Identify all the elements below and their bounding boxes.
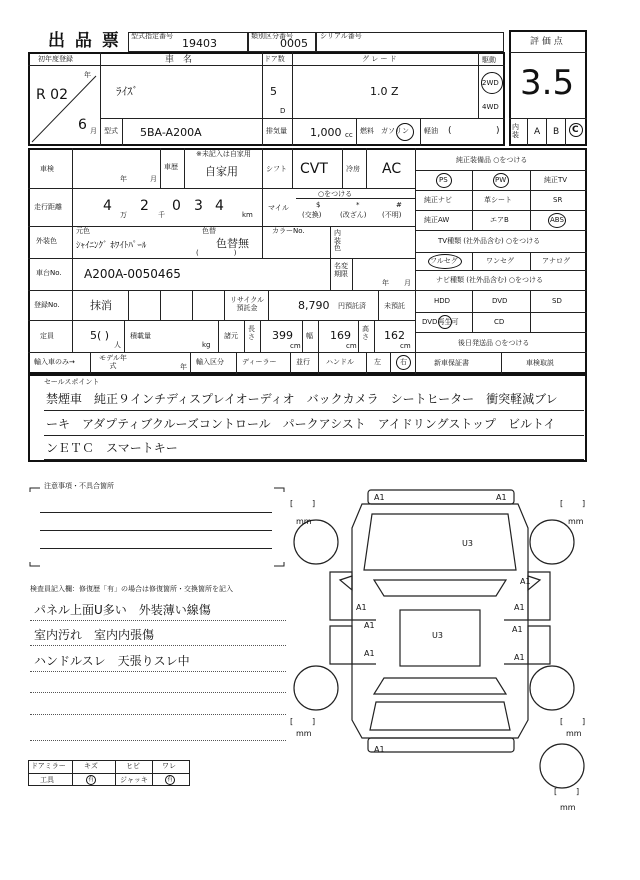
import-label: 輸入車のみ→ [34,358,75,366]
capacity-label: 定員 [40,332,54,340]
height-cm: cm [400,342,411,350]
interior-color-label: 内装色 [334,229,341,253]
tv-analog: アナログ [542,257,570,265]
tv-fullseg: フルセグ [430,257,458,265]
car-name-label: 車 名 [165,55,193,65]
model-designation-label: 型式指定番号 [131,32,173,40]
diagram-label-10: A1 [364,649,375,658]
equipment-title: 純正装備品 ○をつける [456,156,528,164]
import-class-label: 輸入区分 [196,358,224,366]
unknown-label: (不明) [382,211,402,219]
equip-tv: 純正TV [544,176,568,184]
history-value: 自家用 [205,165,238,178]
inspection-year-unit: 年 [120,175,127,183]
altered-label: (改ざん) [340,211,367,219]
kg-unit: kg [202,341,211,349]
mm-front-left: mm [296,517,312,526]
length-cm: cm [290,342,301,350]
model-year-label: モデル年式 [99,354,127,370]
nav-cd: CD [494,318,505,326]
tools-header-scratch: キズ [84,762,98,770]
dealer-option: ディーラー [242,358,277,366]
interior-label: 内装 [512,123,519,139]
interior-grade-c: C [572,125,579,135]
width-value: 169 [330,329,351,342]
equip-navi: 純正ナビ [424,196,452,204]
svg-text:[: [ [554,787,558,796]
history-label: 車歴 [164,163,178,171]
first-registration-year: R 02 [36,87,68,103]
note-line-1: パネル上面U多い 外装薄い線傷 [34,603,211,617]
inspection-label: 車検 [40,165,54,173]
recycle-value: 8,790 [298,299,330,312]
mileage-label: 走行距離 [34,203,62,211]
grade-label: グ レ ー ド [362,55,397,63]
equip-airbag: エアB [490,216,509,224]
name-change-label: 名変期限 [334,262,348,279]
nav-hdd: HDD [434,297,451,305]
handle-left: 左 [374,358,381,366]
repaint-value: 色替無 [216,237,249,250]
interior-grade-b: B [553,127,560,137]
mileage-digit-4: 3 [194,198,203,214]
shift-value: CVT [300,161,328,177]
person-unit: 人 [114,341,121,349]
chassis-value: A200A-0050465 [84,267,181,281]
diesel-label: 軽油 [424,127,438,135]
car-damage-diagram [290,480,610,820]
not-deposited-label: 未預託 [384,302,405,310]
svg-text:]: ] [582,717,586,726]
fuel-label: 燃料 [360,127,374,135]
sales-line-2: ーキ アダプティブクルーズコントロール パークアシスト アイドリングストップ ビルトイ [46,417,556,431]
category-value: 0005 [280,37,308,50]
mm-rear-left: mm [296,729,312,738]
diesel-bracket-open: ( [448,126,452,136]
fuel-gasoline: ガソリン [381,127,409,135]
inspector-label: 検査員記入欄：修復歴「有」の場合は修復箇所・交換箇所を記入 [30,585,233,593]
equip-sr: SR [553,196,563,204]
unknown-mark: # [396,201,402,209]
rating-value: 3.5 [520,63,575,103]
name-change-year-unit: 年 [382,279,389,287]
width-cm: cm [346,342,357,350]
cc-unit: cc [345,131,353,139]
tv-oneseg: ワンセグ [486,257,514,265]
serial-label: シリアル番号 [320,32,362,40]
type-label: 型式 [104,127,118,135]
recycle-unit: 円預託済 [338,302,366,310]
mm-spare: mm [560,803,576,812]
sales-line-3: ンＥＴＣ スマートキー [46,441,178,455]
shift-label: シフト [266,165,287,173]
notes-bracket [26,484,288,570]
grade-value: 1.0 Z [370,85,399,98]
recycle-label: リサイクル預託金 [229,296,265,313]
registration-number-value: 抹消 [90,299,112,312]
diagram-label-3: U3 [462,539,473,548]
height-value: 162 [384,329,405,342]
first-registration-month: 6 [78,117,87,133]
original-color-value: ｼｬｲﾆﾝｸﾞ ﾎﾜｲﾄﾊﾟｰﾙ [76,241,147,251]
diagram-label-2: A1 [496,493,507,502]
repaint-paren: ( ) [196,249,237,257]
sales-line-1: 禁煙車 純正９インチディスプレイオーディオ バックカメラ シートヒーター 衝突軽減ブレ [46,392,558,406]
inspection-month-unit: 月 [150,175,157,183]
model-year-unit: 年 [180,363,187,371]
exchanged-mark: $ [316,201,321,209]
mileage-km: km [242,211,253,219]
length-label: 長さ [248,325,255,341]
original-color-label: 元色 [76,227,90,235]
handle-label: ハンドル [326,358,354,366]
year-unit: 年 [84,71,91,79]
ac-label: 冷房 [346,165,360,173]
rating-label: 評 価 点 [530,37,563,47]
history-note: ※未記入は自家用 [196,150,251,158]
repaint-label: 色替 [202,227,216,235]
category-label: 類別区分番号 [251,32,293,40]
tools-header-mirror: ドアミラー [31,762,66,770]
displacement-value: 1,000 [310,126,342,139]
length-value: 399 [272,329,293,342]
diagram-label-5: A1 [356,603,367,612]
first-registration-label: 初年度登録 [38,55,73,63]
interior-grade-a: A [534,127,541,137]
drive-4wd: 4WD [482,103,499,111]
tools-row-jack: ジャッキ [120,776,148,784]
ac-value: AC [382,161,402,177]
diesel-bracket-close: ) [496,126,500,136]
nav-dvd-play: DVD再生可 [422,318,459,326]
registration-number-label: 登録No. [34,301,60,309]
month-unit: 月 [90,127,97,135]
equip-abs: ABS [550,216,564,224]
drive-2wd: 2WD [482,79,499,87]
mm-front-right: mm [568,517,584,526]
svg-text:]: ] [576,787,580,796]
tools-header-crack: ヒビ [126,762,140,770]
equip-aw: 純正AW [424,216,450,224]
svg-text:[: [ [290,717,294,726]
exchanged-label: (交換) [302,211,322,219]
mileage-digit-3: 0 [172,198,181,214]
mileage-man: 万 [120,211,127,219]
model-designation-value: 19403 [182,37,217,50]
mileage-sen: 千 [158,211,165,219]
svg-text:]: ] [312,499,316,508]
svg-text:[: [ [560,499,564,508]
equip-pw: PW [495,176,507,184]
diagram-label-4: A1 [520,577,531,586]
later-warranty: 新車保証書 [434,359,469,367]
nav-dvd: DVD [492,297,508,305]
equip-leather: 革シート [484,196,512,204]
handle-right: 右 [400,358,407,366]
width-label: 幅 [306,332,313,340]
note-line-3: ハンドルスレ 天張りスレ中 [34,654,190,668]
mm-rear-right: mm [566,729,582,738]
sales-point-label: セールスポイント [44,378,100,386]
displacement-label: 排気量 [266,127,287,135]
svg-text:]: ] [582,499,586,508]
diagram-label-9: U3 [432,631,443,640]
tools-present: 有 [88,776,95,783]
drive-label: 駆動 [482,56,496,64]
chassis-label: 車台No. [36,269,62,277]
mileage-digit-5: 4 [215,198,224,214]
tools-header-break: ワレ [162,762,176,770]
diagram-label-6: A1 [514,603,525,612]
doors-label: ドア数 [264,55,285,63]
diagram-label-1: A1 [374,493,385,502]
parallel-option: 並行 [296,358,310,366]
note-line-2: 室内汚れ 室内内張傷 [34,628,155,642]
exterior-color-label: 外装色 [36,237,57,245]
diagram-label-7: A1 [364,621,375,630]
later-shipping-title: 後日発送品 ○をつける [458,339,530,347]
height-label: 高さ [362,325,369,341]
equip-ps: PS [439,176,448,184]
nav-sd: SD [552,297,562,305]
notes-label: 注意事項・不具合箇所 [44,482,114,490]
mark-note: ○をつける [318,190,353,198]
capacity-value: 5( ) [90,329,110,342]
nav-type-title: ナビ種類 (社外品含む) ○をつける [436,276,544,284]
tv-type-title: TV種類 (社外品含む) ○をつける [438,237,541,245]
name-change-month-unit: 月 [404,279,411,287]
diagram-label-11: A1 [514,653,525,662]
mileage-digit-1: 4 [103,198,112,214]
doors-value: 5 [270,85,277,98]
type-value: 5BA-A200A [140,126,202,139]
form-title: 出 品 票 [48,31,121,51]
altered-mark: * [356,201,360,209]
tools-row-tools: 工具 [40,776,54,784]
svg-text:]: ] [312,717,316,726]
dimension-label: 諸元 [224,332,238,340]
mileage-digit-2: 2 [140,198,149,214]
car-name-value: ﾗｲｽﾞ [116,85,138,98]
diagram-label-12: A1 [374,745,385,754]
svg-text:[: [ [560,717,564,726]
doors-suffix: D [280,107,286,115]
load-label: 積載量 [130,332,151,340]
jack-present: 有 [167,776,174,783]
mile-label: マイル [268,204,289,212]
later-manual: 車検取説 [526,359,554,367]
color-number-label: カラーNo. [272,227,305,235]
diagram-label-8: A1 [512,625,523,634]
svg-text:[: [ [290,499,294,508]
